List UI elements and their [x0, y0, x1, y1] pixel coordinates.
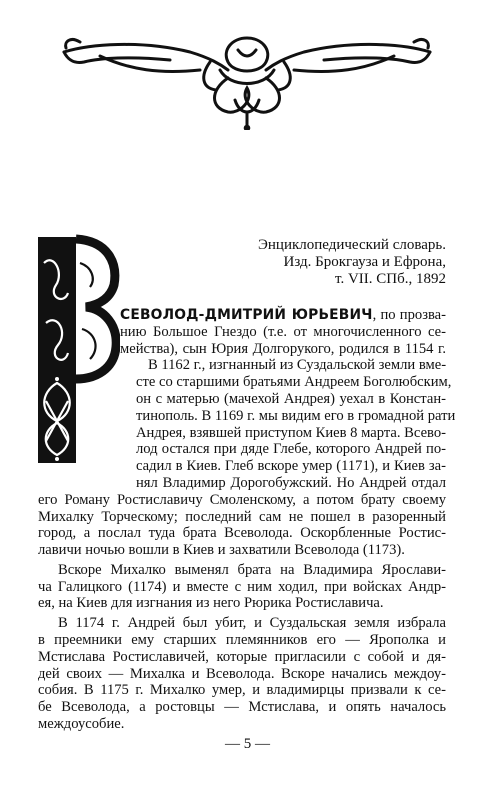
- text-line: собия. В 1175 г. Михалко умер, и владимирцы призвали к се-: [38, 682, 446, 698]
- source-line-1: Энциклопедический словарь.: [257, 237, 446, 253]
- text-line: бе Всеволода, а ростовцы — Мстислава, и опять началось: [38, 699, 446, 715]
- text-line: нял Владимир Дорогобужский. Но Андрей отдал: [136, 475, 446, 491]
- text-line: В 1162 г., изгнанный из Суздальской земли вме-: [148, 357, 447, 373]
- text-line: лавичи ночью вошли в Киев и захватили Всеволода (1173).: [38, 542, 405, 558]
- text-line: Мстислава Ростиславичей, которые пригласили с собой и дя-: [38, 649, 446, 665]
- source-citation: [200, 237, 446, 288]
- text-line: дей своих — Михалка и Всеволода. Вскоре начались междоу-: [38, 666, 446, 682]
- text-line: В 1174 г. Андрей был убит, и Суздальская земля избрала: [58, 615, 446, 631]
- text-line: мейства), сын Юрия Долгорукого, родился в 1154 г.: [120, 341, 446, 357]
- text-line: Михалку Торческому; последний сам не пошел в разоренный: [38, 509, 446, 525]
- text-line: сте со старшими братьями Андреем Боголюбским,: [136, 374, 452, 390]
- text-line: нию Большое Гнездо (т.е. от многочисленного се-: [120, 324, 446, 340]
- text-line: Андрея, взявшей приступом Киев 8 марта. Всево-: [136, 425, 446, 441]
- text-line: его Роману Ростиславичу Смоленскому, а потом брату своему: [38, 492, 446, 508]
- source-line-2: Изд. Брокгауза и Ефрона,: [283, 254, 446, 270]
- text-line: ча Галицкого (1174) и вместе с ним ходил, при войсках Андр-: [38, 579, 446, 595]
- text-line: садил в Киев. Глеб вскоре умер (1171), и Киев за-: [136, 458, 446, 474]
- article-headword: СЕВОЛОД-ДМИТРИЙ ЮРЬЕВИЧ: [120, 307, 373, 323]
- text-line: лод остался при дяде Глебе, которого Андрей по-: [136, 441, 446, 457]
- source-line-3: т. VII. СПб., 1892: [335, 271, 446, 287]
- text-line: ея, на Киев для изгнания из него Рюрика Ростиславича.: [38, 595, 384, 611]
- ornate-initial-letter-icon: [34, 233, 120, 469]
- page-number: — 5 —: [225, 736, 270, 752]
- text-line: междоусобие.: [38, 716, 125, 732]
- celtic-knot-headpiece-icon: [60, 30, 434, 130]
- text-line: СЕВОЛОД-ДМИТРИЙ ЮРЬЕВИЧ, по прозва-: [120, 307, 446, 323]
- text-line: он с матерью (мачехой Андрея) уехал в Констан-: [136, 391, 446, 407]
- text-line: Вскоре Михалко выменял брата на Владимира Ярослави-: [58, 562, 446, 578]
- text-line: тинополь. В 1169 г. мы видим его в громадной рати: [136, 408, 456, 424]
- text-line: в преемники ему старших племянников его — Ярополка и: [38, 632, 446, 648]
- text-line: город, а послал туда брата Всеволода. Оскорбленные Ростис-: [38, 525, 446, 541]
